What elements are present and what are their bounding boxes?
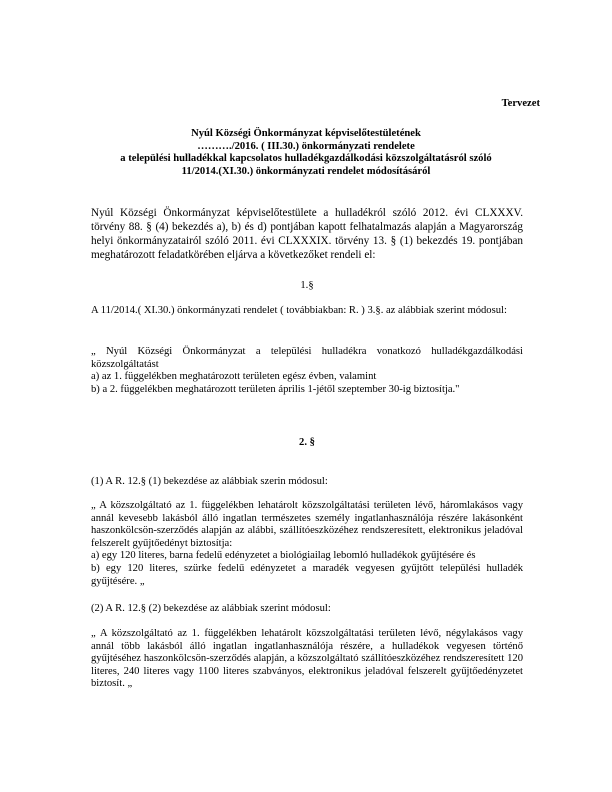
section-2-para-2-quote: „ A közszolgáltató az 1. függelékben lehatárolt közszolgáltatási területen lévő, négylakásos vagy annál több lakásból álló ingatlan ingatlanhasználója részére, a hulladékok vegyesen történő gyűjtéséhez haszonkölcsön-szerződés alapján, a közszolgáltató szállítóeszközéhez rendszeresített 120 literes, 240 literes vagy 1100 literes szabványos, elektronikus jeladóval felszerelt gyűjtőedényzetet biztosít. „ xyxy=(91,628,523,690)
preamble: Nyúl Községi Önkormányzat képviselőtestülete a hulladékról szóló 2012. évi CLXXXV. törvény 88. § (4) bekezdés a), b) és d) pontjában kapott felhatalmazás alapján a Magyarország helyi önkormányzatairól szóló 2011. évi CLXXXIX. törvény 13. § (1) bekezdés 19. pontjában meghatározott feladatkörében eljárva a következőket rendeli el: xyxy=(91,207,523,261)
section-2-para-1-intro: (1) A R. 12.§ (1) bekezdése az alábbiak szerin módosul: xyxy=(91,476,328,487)
draft-label: Tervezet xyxy=(501,98,540,109)
section-1-body xyxy=(91,346,523,396)
section-1-item-b: b) a 2. függelékben meghatározott területen április 1-jétől szeptember 30-ig biztosítja." xyxy=(91,383,460,395)
section-1-intro: A 11/2014.( XI.30.) önkormányzati rendelet ( továbbiakban: R. ) 3.§. az alábbiak szerint módosul: xyxy=(91,305,507,316)
section-1-quote: „ Nyúl Községi Önkormányzat a települési hulladékra vonatkozó hulladékgazdálkodási közszolgáltatást xyxy=(91,346,523,370)
section-2-heading: 2. § xyxy=(299,437,315,448)
section-2-para-2-intro: (2) A R. 12.§ (2) bekezdése az alábbiak szerint módosul: xyxy=(91,603,331,614)
section-2-para-1-body xyxy=(91,500,523,588)
section-2-para-1-item-b: b) egy 120 literes, szürke fedelű edényzetet a maradék vegyesen gyűjtött települési hulladék gyűjtésére. „ xyxy=(91,562,523,587)
document-title xyxy=(60,128,552,178)
title-line: 11/2014.(XI.30.) önkormányzati rendelet módosításáról xyxy=(181,165,431,177)
section-2-para-1-item-a: a) egy 120 literes, barna fedelű edényzetet a biológiailag lebomló hulladékok gyűjtésére és xyxy=(91,550,476,562)
title-line: a települési hulladékkal kapcsolatos hulladékgazdálkodási közszolgáltatásról szóló xyxy=(120,153,492,165)
section-1-item-a: a) az 1. függelékben meghatározott területen egész évben, valamint xyxy=(91,371,377,383)
section-1-heading: 1.§ xyxy=(300,280,314,291)
title-line: Nyúl Községi Önkormányzat képviselőtestületének xyxy=(191,128,421,139)
title-line: ………./2016. ( III.30.) önkormányzati rendelete xyxy=(197,140,415,152)
section-2-para-1-quote: „ A közszolgáltató az 1. függelékben lehatárolt közszolgáltatási területen lévő, háromlakásos vagy annál kevesebb lakásból álló ingatlan természetes személy ingatlanhasználója részére lakásonként haszonkölcsön-szerződés alapján az alábbi, szállítóeszközéhez rendszeresített, elektronikus jeladóval felszerelt gyűjtőedényt biztosítja: xyxy=(91,500,523,549)
